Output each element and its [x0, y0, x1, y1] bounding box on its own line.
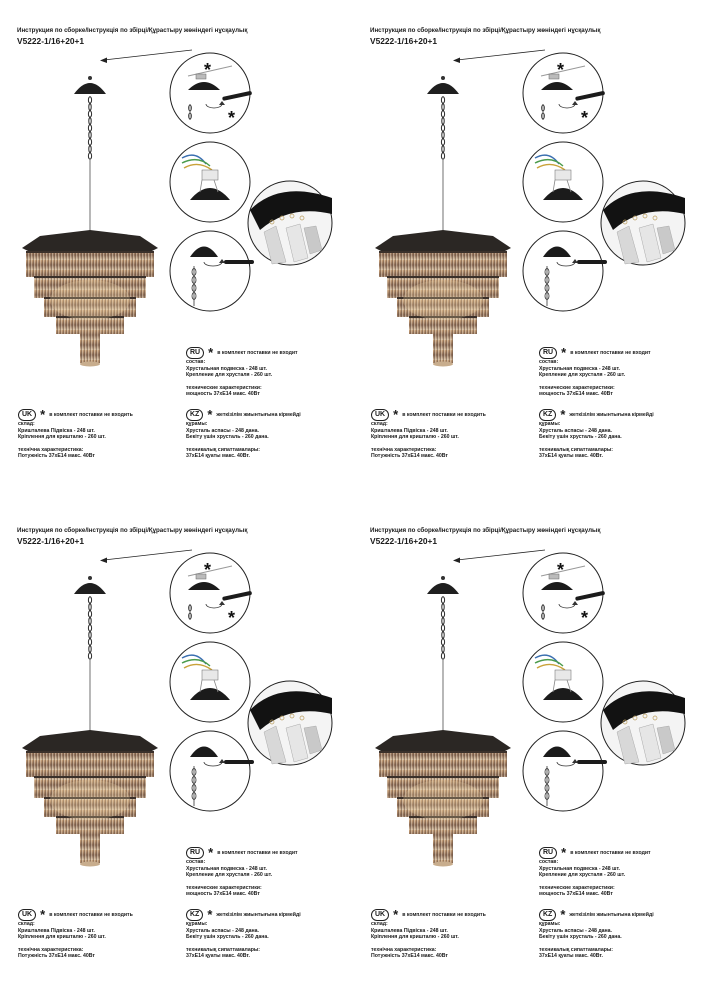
kz-composition-label: құрамы: [186, 921, 208, 927]
model-number: V5222-1/16+20+1 [370, 536, 438, 546]
kz-composition-label: құрамы: [539, 921, 561, 927]
uk-specs-label: технічна характеристика: [371, 446, 437, 453]
uk-item2: Кріплення для кришталю - 260 шт. [18, 434, 106, 440]
ru-note-row [539, 847, 651, 859]
asterisk-icon: * [208, 345, 214, 360]
ru-specs: мощность 37хЕ14 макс. 40Вт [539, 391, 613, 397]
asterisk-icon: * [40, 907, 46, 922]
asterisk-icon: * [207, 907, 213, 922]
asterisk-icon: * [560, 907, 566, 922]
ru-item1: Хрустальная подвеска - 248 шт. [186, 865, 267, 872]
uk-specs-label: технічна характеристика: [371, 946, 437, 953]
kz-specs: 37хЕ14 қуаты макс. 40Вт. [539, 453, 603, 459]
kz-specs-label: техникалық сипаттамалары: [186, 446, 261, 453]
ru-item1: Хрустальная подвеска - 248 шт. [186, 365, 267, 372]
ru-badge: RU [539, 847, 557, 859]
uk-specs-label: технічна характеристика: [18, 946, 84, 953]
kz-item1: Хрусталь аспасы - 248 дана. [539, 927, 612, 934]
ru-composition-label: состав: [539, 859, 559, 865]
kz-badge: KZ [539, 909, 556, 921]
kz-badge: KZ [186, 909, 203, 921]
ru-badge: RU [539, 347, 557, 359]
kz-note-row [539, 409, 654, 421]
kz-details [186, 421, 269, 460]
uk-note: в комплект поставки не входить [49, 912, 133, 918]
ru-details [186, 859, 272, 898]
asterisk-icon: * [560, 407, 566, 422]
asterisk-icon: * [561, 845, 567, 860]
instruction-sheet-bottom-right [353, 500, 706, 1000]
kz-specs: 37хЕ14 қуаты макс. 40Вт. [186, 453, 250, 459]
asterisk-icon: * [393, 907, 399, 922]
ru-composition-label: состав: [186, 859, 206, 865]
uk-details [18, 921, 106, 960]
kz-details [539, 421, 622, 460]
kz-composition-label: құрамы: [539, 421, 561, 427]
kz-specs: 37хЕ14 қуаты макс. 40Вт. [539, 953, 603, 959]
ru-details [539, 859, 625, 898]
model-number: V5222-1/16+20+1 [370, 36, 438, 46]
uk-note-row [18, 909, 133, 921]
kz-badge: KZ [186, 409, 203, 421]
ru-specs-label: технические характеристики: [186, 884, 262, 891]
ru-badge: RU [186, 847, 204, 859]
uk-item1: Кришталева Підвіска - 248 шт. [18, 427, 95, 434]
ru-item2: Крепление для хрусталя - 260 шт. [539, 872, 626, 878]
page-title: Инструкция по сборке/Інструкція по збірці/Құрастыру жөніндегі нұсқаулық [370, 527, 601, 534]
uk-composition-label: склад: [371, 421, 388, 427]
uk-details [18, 421, 106, 460]
uk-details [371, 421, 459, 460]
ru-note: в комплект поставки не входит [217, 850, 298, 856]
instruction-sheet-top-right [353, 0, 706, 500]
asterisk-icon: * [40, 407, 46, 422]
kz-note: жеткізілім жиынтығына кірмейді [569, 412, 654, 418]
ru-composition-label: состав: [186, 359, 206, 365]
uk-specs: Потужність 37хЕ14 макс. 40Вт [18, 953, 95, 959]
kz-item1: Хрусталь аспасы - 248 дана. [539, 427, 612, 434]
instruction-sheet-top-left [0, 0, 353, 500]
kz-item2: Бекіту үшін хрусталь - 260 дана. [186, 934, 269, 940]
page-title: Инструкция по сборке/Інструкція по збірці/Құрастыру жөніндегі нұсқаулық [17, 27, 248, 34]
kz-note-row [186, 909, 301, 921]
ru-details [186, 359, 272, 398]
uk-note: в комплект поставки не входить [402, 412, 486, 418]
ru-badge: RU [186, 347, 204, 359]
kz-note-row [539, 909, 654, 921]
uk-item2: Кріплення для кришталю - 260 шт. [371, 934, 459, 940]
uk-item1: Кришталева Підвіска - 248 шт. [371, 927, 448, 934]
uk-item1: Кришталева Підвіска - 248 шт. [371, 427, 448, 434]
ru-specs: мощность 37хЕ14 макс. 40Вт [186, 391, 260, 397]
asterisk-icon: * [393, 407, 399, 422]
kz-note: жеткізілім жиынтығына кірмейді [569, 912, 654, 918]
uk-composition-label: склад: [18, 921, 35, 927]
uk-note-row [18, 409, 133, 421]
kz-specs: 37хЕ14 қуаты макс. 40Вт. [186, 953, 250, 959]
ru-specs-label: технические характеристики: [539, 884, 615, 891]
ru-item2: Крепление для хрусталя - 260 шт. [186, 872, 273, 878]
kz-specs-label: техникалық сипаттамалары: [539, 446, 614, 453]
uk-badge: UK [371, 909, 389, 921]
kz-details [186, 921, 269, 960]
ru-specs-label: технические характеристики: [539, 384, 615, 391]
page-title: Инструкция по сборке/Інструкція по збірці/Құрастыру жөніндегі нұсқаулық [370, 27, 601, 34]
kz-note: жеткізілім жиынтығына кірмейді [216, 912, 301, 918]
ru-note-row [186, 847, 298, 859]
kz-specs-label: техникалық сипаттамалары: [186, 946, 261, 953]
ru-specs: мощность 37хЕ14 макс. 40Вт [186, 891, 260, 897]
ru-item1: Хрустальная подвеска - 248 шт. [539, 365, 620, 372]
model-number: V5222-1/16+20+1 [17, 36, 85, 46]
uk-composition-label: склад: [371, 921, 388, 927]
kz-item1: Хрусталь аспасы - 248 дана. [186, 427, 259, 434]
uk-note: в комплект поставки не входить [402, 912, 486, 918]
uk-specs: Потужність 37хЕ14 макс. 40Вт [371, 453, 448, 459]
ru-note-row [186, 347, 298, 359]
uk-note-row [371, 909, 486, 921]
uk-badge: UK [371, 409, 389, 421]
uk-note: в комплект поставки не входить [49, 412, 133, 418]
kz-specs-label: техникалық сипаттамалары: [539, 946, 614, 953]
asterisk-icon: * [207, 407, 213, 422]
kz-note-row [186, 409, 301, 421]
ru-item2: Крепление для хрусталя - 260 шт. [539, 372, 626, 378]
uk-composition-label: склад: [18, 421, 35, 427]
page-title: Инструкция по сборке/Інструкція по збірці/Құрастыру жөніндегі нұсқаулық [17, 527, 248, 534]
uk-note-row [371, 409, 486, 421]
kz-item2: Бекіту үшін хрусталь - 260 дана. [186, 434, 269, 440]
ru-note: в комплект поставки не входит [570, 850, 651, 856]
ru-specs-label: технические характеристики: [186, 384, 262, 391]
asterisk-icon: * [561, 345, 567, 360]
uk-item2: Кріплення для кришталю - 260 шт. [371, 434, 459, 440]
kz-item2: Бекіту үшін хрусталь - 260 дана. [539, 434, 622, 440]
asterisk-icon: * [208, 845, 214, 860]
ru-composition-label: состав: [539, 359, 559, 365]
uk-item2: Кріплення для кришталю - 260 шт. [18, 934, 106, 940]
kz-item2: Бекіту үшін хрусталь - 260 дана. [539, 934, 622, 940]
ru-item1: Хрустальная подвеска - 248 шт. [539, 865, 620, 872]
uk-specs-label: технічна характеристика: [18, 446, 84, 453]
model-number: V5222-1/16+20+1 [17, 536, 85, 546]
kz-composition-label: құрамы: [186, 421, 208, 427]
ru-details [539, 359, 625, 398]
uk-item1: Кришталева Підвіска - 248 шт. [18, 927, 95, 934]
kz-note: жеткізілім жиынтығына кірмейді [216, 412, 301, 418]
uk-specs: Потужність 37хЕ14 макс. 40Вт [18, 453, 95, 459]
ru-note: в комплект поставки не входит [217, 350, 298, 356]
kz-badge: KZ [539, 409, 556, 421]
ru-specs: мощность 37хЕ14 макс. 40Вт [539, 891, 613, 897]
instruction-sheet-bottom-left [0, 500, 353, 1000]
kz-details [539, 921, 622, 960]
uk-badge: UK [18, 409, 36, 421]
uk-specs: Потужність 37хЕ14 макс. 40Вт [371, 953, 448, 959]
ru-note: в комплект поставки не входит [570, 350, 651, 356]
ru-item2: Крепление для хрусталя - 260 шт. [186, 372, 273, 378]
uk-badge: UK [18, 909, 36, 921]
kz-item1: Хрусталь аспасы - 248 дана. [186, 927, 259, 934]
ru-note-row [539, 347, 651, 359]
uk-details [371, 921, 459, 960]
